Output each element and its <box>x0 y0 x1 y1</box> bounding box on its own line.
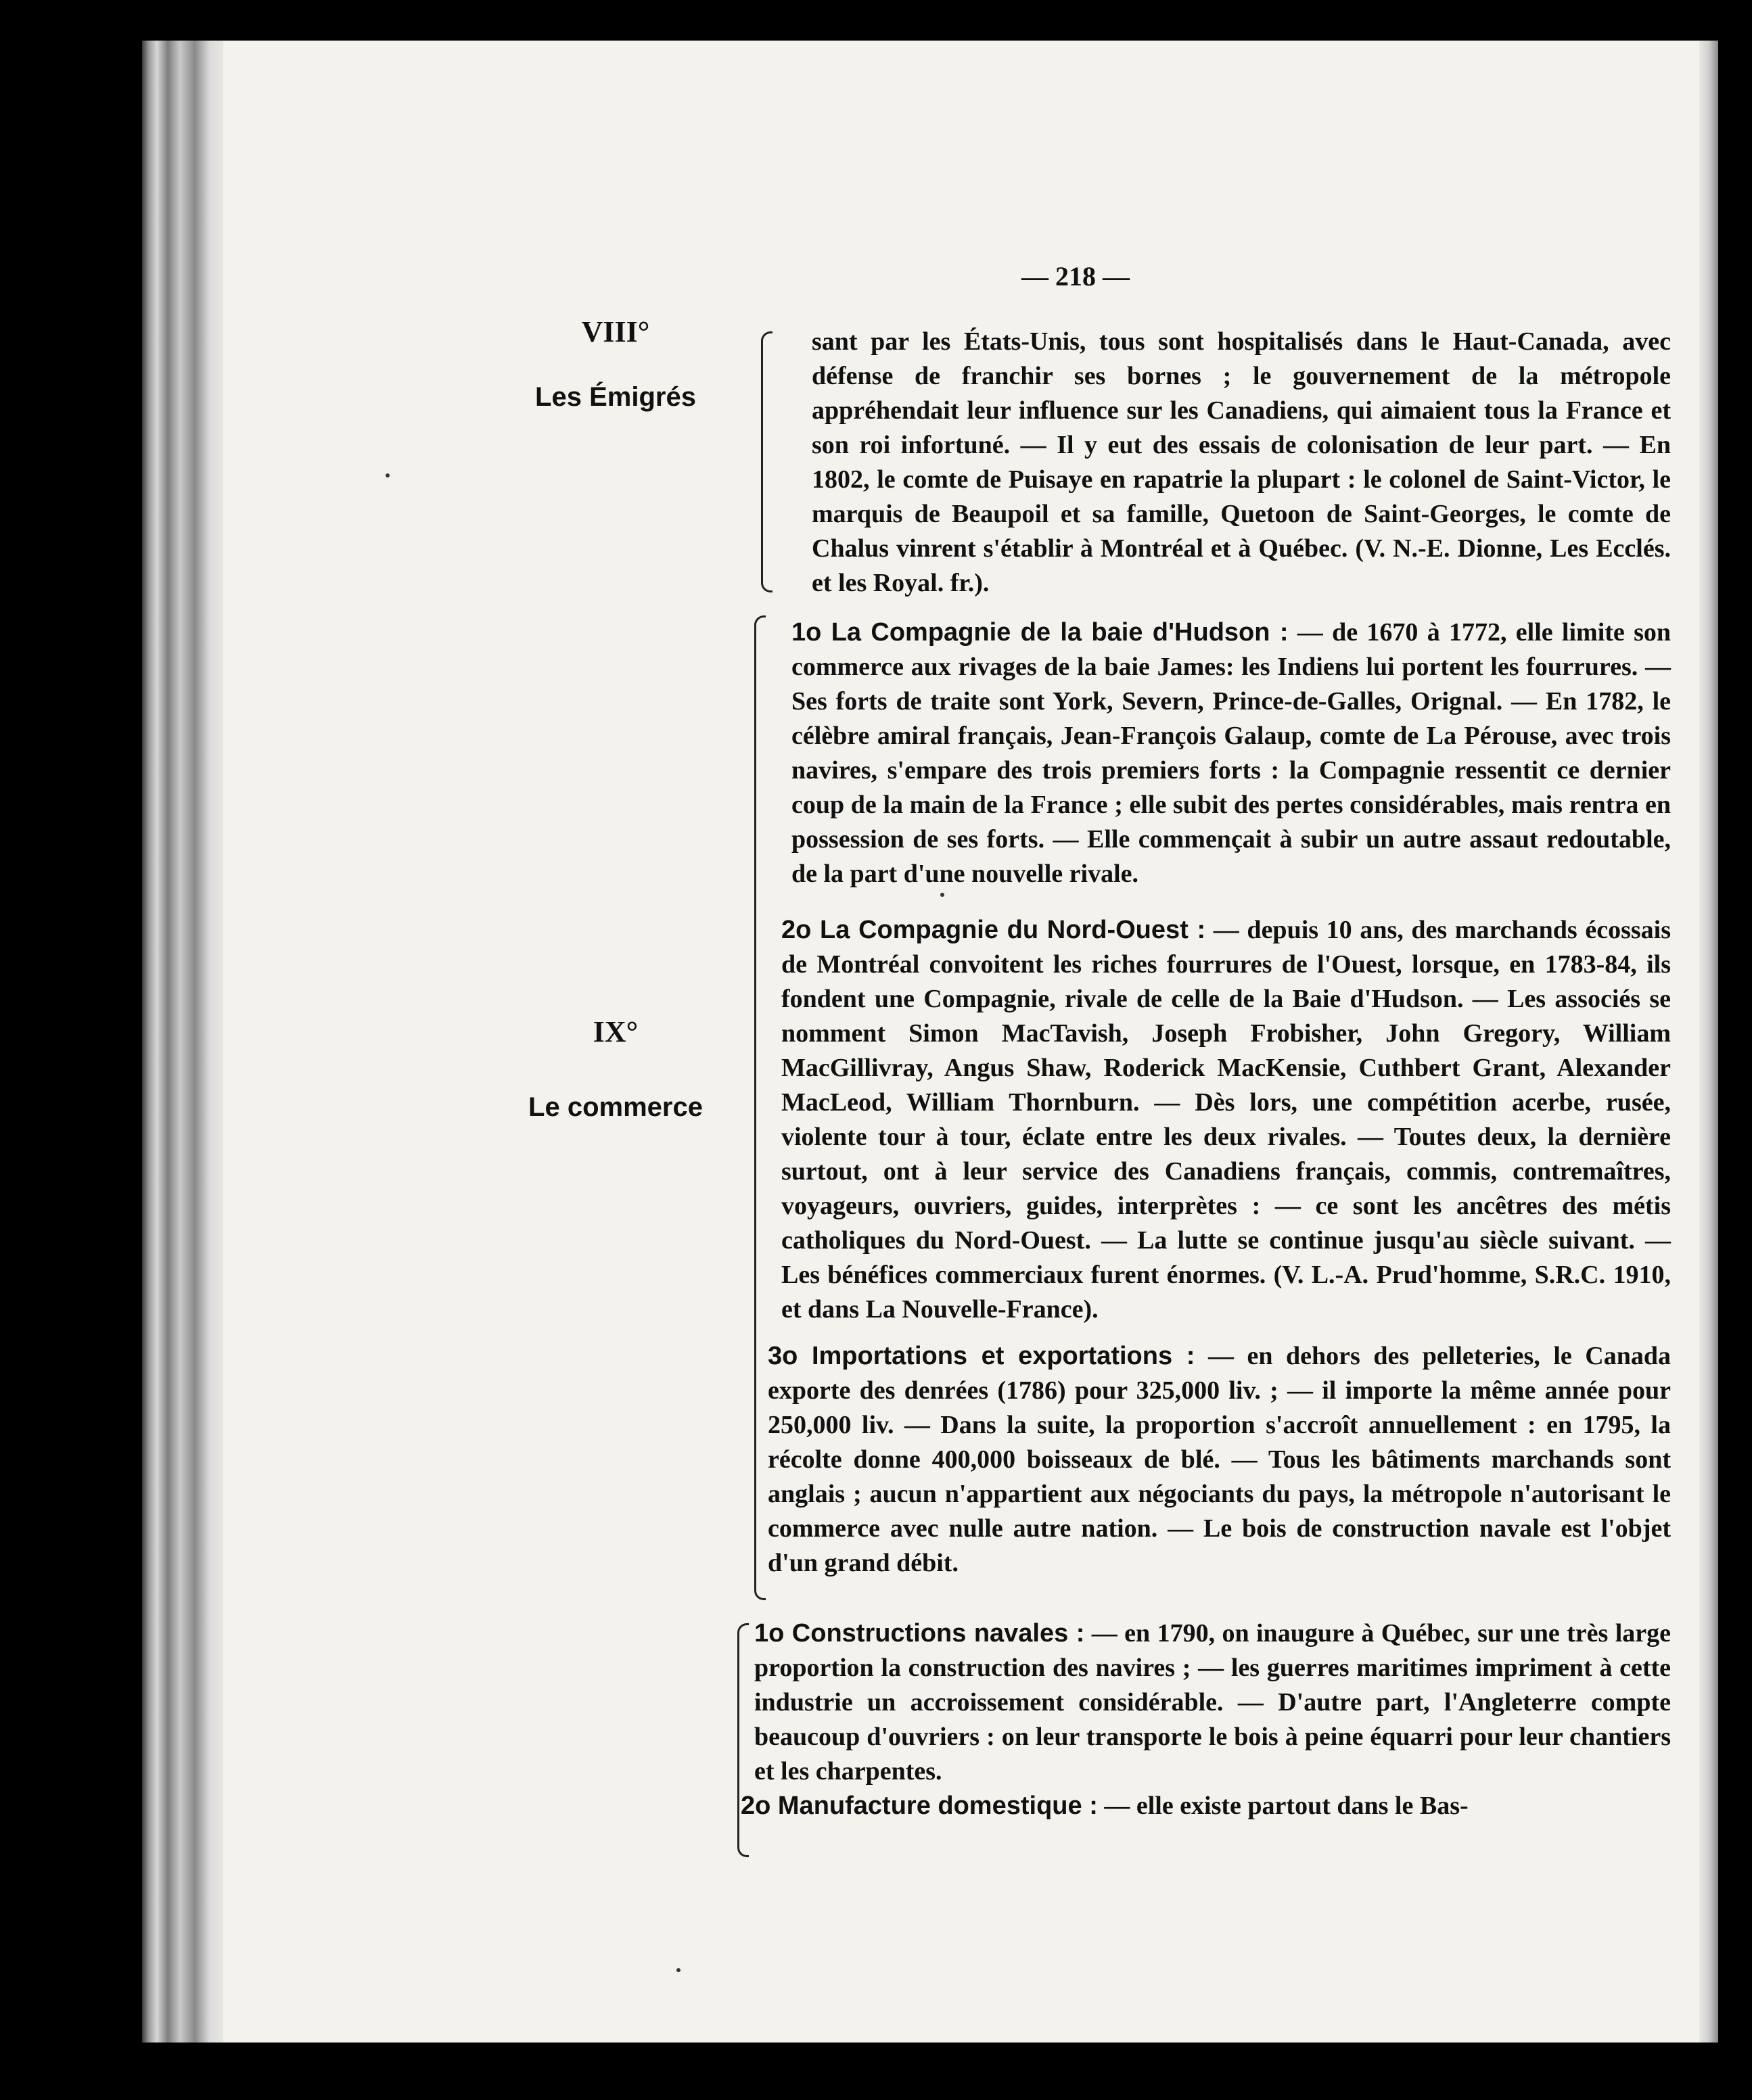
print-speck <box>386 473 390 477</box>
page-edge <box>1699 41 1718 2043</box>
x-item-2-text: — elle existe partout dans le Bas- <box>1104 1792 1469 1820</box>
ix-item-1-text: — de 1670 à 1772, elle limite son commerce aux rivages de la baie James: les Indiens lui portent les fourrures. — Ses forts de traite sont York, Severn, Prince-de-Galles, Orignal. — En 1782, le célèbre amiral français, Jean-François Galaup, comte de La Pérouse, avec trois navires, s'empare des trois premiers forts : la Compagnie ressentit ce dernier coup de la main de la France ; elle subit des pertes considérables, mais rentra en possession de ses forts. — Elle commençait à subir un autre assaut redoutable, de la part d'une nouvelle rivale. <box>791 618 1671 888</box>
page-number: — 218 — <box>1021 261 1130 291</box>
x-item-1 <box>754 1616 1671 1789</box>
section-ix-title: Le commerce <box>528 1092 703 1122</box>
section-viii-text: sant par les États-Unis, tous sont hospitalisés dans le Haut-Canada, avec défense de franchir ses bornes ; le gouvernement de la métropole appréhendait leur influence sur les Canadiens, qui aimaient tous la France et son roi infortuné. — Il y eut des essais de colonisation de leur part. — En 1802, le comte de Puisaye en rapatrie la plupart : le colonel de Saint-Victor, le marquis de Beaupoil et sa famille, Quetoon de Saint-Georges, le comte de Chalus vinrent s'établir à Montréal et à Québec. (V. N.-E. Dionne, Les Ecclés. et les Royal. fr.). <box>812 327 1671 597</box>
bracket-viii <box>761 331 773 592</box>
print-speck <box>940 893 944 897</box>
x-item-2 <box>741 1789 1671 1823</box>
page-binding <box>142 41 223 2043</box>
ix-item-2-text: — depuis 10 ans, des marchands écossais de Montréal convoitent les riches fourrures de l'Ouest, lorsque, en 1783-84, ils fondent une Compagnie, rivale de celle de la Baie d'Hudson. — Les associés se nomment Simon MacTavish, Joseph Frobisher, John Gregory, William MacGillivray, Angus Shaw, Roderick MacKensie, Cuthbert Grant, Alexander MacLeod, William Thornburn. — Dès lors, une compétition acerbe, rusée, violente tour à tour, éclate entre les deux rivales. — Toutes deux, la dernière surtout, ont à leur service des Canadiens français, commis, contremaîtres, voyageurs, ouvriers, guides, interprètes : — ce sont les ancêtres des métis catholiques du Nord-Ouest. — La lutte se continue jusqu'au siècle suivant. — Les bénéfices commerciaux furent énormes. (V. L.-A. Prud'homme, S.R.C. 1910, et dans La Nouvelle-France). <box>781 916 1671 1324</box>
ix-item-3-text: — en dehors des pelleteries, le Canada exporte des denrées (1786) pour 325,000 liv. ; — il importe la même année pour 250,000 liv. — Dans la suite, la proportion s'accroît annuellement : en 1795, la récolte donne 400,000 boisseaux de blé. — Tous les bâtiments marchands sont anglais ; aucun n'appartient aux négociants du pays, la métropole n'autorisant le commerce avec nulle autre nation. — Le bois de construction navale est l'objet d'un grand débit. <box>768 1342 1672 1577</box>
section-ix-number: IX° <box>593 1015 639 1048</box>
ix-item-3-head: 3o Importations et exportations : <box>768 1342 1195 1370</box>
x-item-2-head: 2o Manufacture domestique : <box>741 1792 1098 1820</box>
x-item-1-head: 1o Constructions navales : <box>754 1619 1085 1648</box>
ix-item-2 <box>781 913 1671 1327</box>
print-speck <box>676 1968 681 1972</box>
section-viii-number: VIII° <box>581 315 650 348</box>
x-item-1-text: — en 1790, on inaugure à Québec, sur une très large proportion la construction des navires ; — les guerres maritimes impriment à cette industrie un accroissement considérable. — D'autre part, l'Angleterre compte beaucoup d'ouvriers : on leur transporte le bois à peine équarri pour leur chantiers et les charpentes. <box>754 1619 1672 1786</box>
bracket-ix <box>754 615 766 1600</box>
section-viii-title: Les Émigrés <box>535 382 696 412</box>
ix-item-3 <box>768 1339 1671 1581</box>
ix-item-1 <box>791 615 1671 891</box>
ix-item-1-head: 1o La Compagnie de la baie d'Hudson : <box>791 618 1289 647</box>
book-page <box>142 41 1718 2043</box>
ix-item-2-head: 2o La Compagnie du Nord-Ouest : <box>781 916 1206 944</box>
